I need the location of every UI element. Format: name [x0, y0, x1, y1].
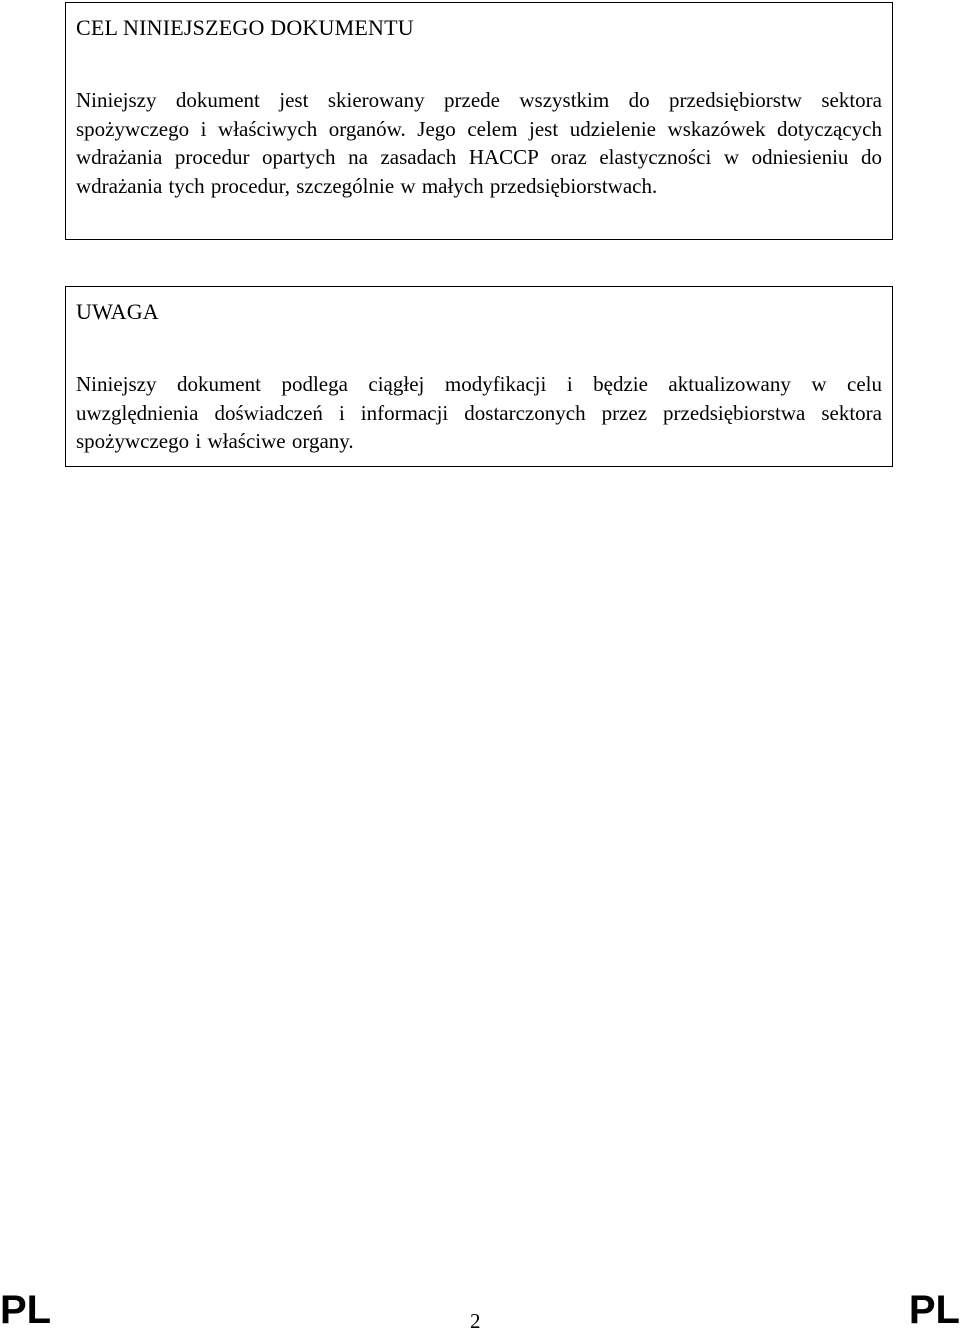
page-number: 2 — [470, 1309, 481, 1333]
note-body: Niniejszy dokument podlega ciągłej modyfikacji i będzie aktualizowany w celu uwzględnienia doświadczeń i informacji dostarczonych przez przedsiębiorstwa sektora spożywczego i właściwe organy. — [76, 372, 882, 454]
purpose-box — [65, 2, 893, 240]
note-title: UWAGA — [76, 299, 159, 324]
purpose-title: CEL NINIEJSZEGO DOKUMENTU — [76, 15, 414, 40]
note-box — [65, 286, 893, 467]
purpose-body: Niniejszy dokument jest skierowany przede wszystkim do przedsiębiorstw sektora spożywczego i właściwych organów. Jego celem jest udzielenie wskazówek dotyczących wdrażania procedur opartych na zasadach HACCP oraz elastyczności w odniesieniu do wdrażania tych procedur, szczególnie w małych przedsiębiorstwach. — [76, 88, 882, 198]
footer-language-right: PL — [908, 1288, 960, 1332]
footer-language-left: PL — [0, 1288, 52, 1332]
